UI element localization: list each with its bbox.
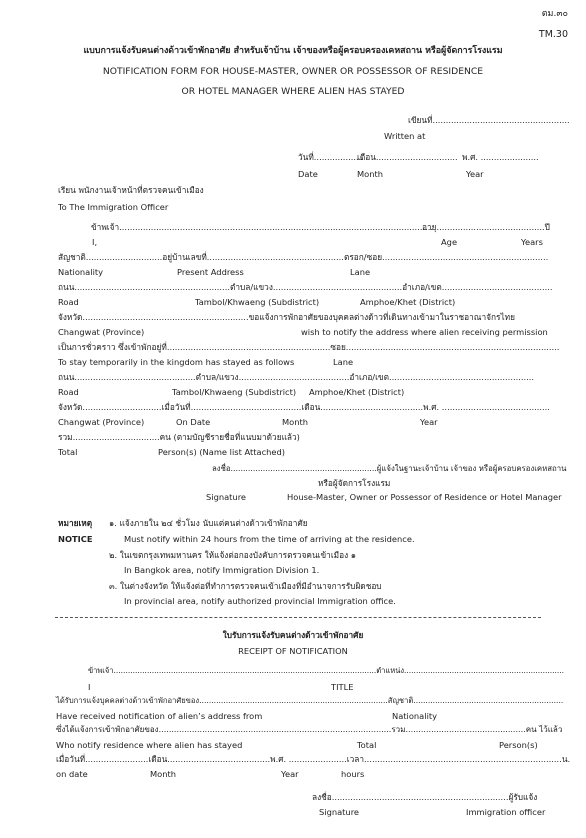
present-address-label: Present Address	[177, 267, 244, 277]
receipt-nationality-label: Nationality	[392, 711, 438, 721]
notice-item-2: In Bangkok area, notify Immigration Division 1.	[124, 565, 320, 575]
signature-role-thai: หรือผู้จัดการโรงแรม	[318, 478, 391, 488]
month-label: Month	[357, 169, 384, 179]
receipt-year-label: Year	[281, 769, 299, 779]
stay-road-subdistrict-district-fields[interactable]: ถนน..............................................ตำบล/แขวง..........................................อำเภอ/เขต.......................................................	[58, 372, 535, 382]
years-label: Years	[521, 237, 543, 247]
signature-field[interactable]: ลงชื่อ...........................................................ผู้แจ้งในฐานะเจ้าบ้าน เจ้าของ หรือผู้ครอบครองเคหสถาน	[212, 464, 567, 473]
notice-item-1: Must notify within 24 hours from the time of arriving at the residence.	[124, 534, 415, 544]
receipt-persons-label: Person(s)	[499, 740, 538, 750]
name-field[interactable]: ข้าพเจ้า.......................................................................................................................	[91, 222, 433, 232]
nationality-label: Nationality	[58, 267, 104, 277]
on-date-label: On Date	[176, 417, 211, 427]
stay-year-label: Year	[420, 417, 438, 427]
receipt-residence-total-field[interactable]: ซึ่งได้แจ้งการเข้าพักอาศัยของ...........................................................................................รวม...............................................คน ไว้แล้ว	[56, 725, 563, 734]
receipt-title: RECEIPT OF NOTIFICATION	[238, 646, 348, 656]
age-field[interactable]: อายุ.........................................ปี	[422, 222, 550, 232]
date-year-field[interactable]: พ.ศ. ......................	[462, 152, 539, 162]
receipt-date-time-field[interactable]: เมื่อวันที่........................เดือน.......................................พ.ศ. ......................เวลา...........................................................................น.	[56, 754, 571, 764]
notify-statement: wish to notify the address where alien receiving permission	[301, 327, 548, 337]
receipt-signature-label: Signature	[319, 807, 360, 817]
stay-district-label: Amphoe/Khet (District)	[309, 387, 405, 397]
stay-temporarily-label: To stay temporarily in the kingdom has stayed as follows	[58, 357, 295, 367]
year-label: Year	[466, 169, 484, 179]
written-at-field[interactable]: เขียนที่....................................................	[408, 115, 570, 125]
stay-lane-label: Lane	[333, 357, 354, 367]
cut-line-divider	[55, 617, 541, 618]
notice-label: NOTICE	[58, 534, 93, 544]
notice-item-3: In provincial area, notify authorized provincial Immigration office.	[124, 596, 396, 606]
title-english-line-2: OR HOTEL MANAGER WHERE ALIEN HAS STAYED	[181, 86, 405, 97]
stay-road-label: Road	[58, 387, 79, 397]
name-label: I,	[92, 237, 98, 247]
lane-label: Lane	[350, 267, 371, 277]
notice-label-thai: หมายเหตุ	[58, 518, 93, 528]
written-at-label: Written at	[384, 131, 426, 141]
title-english-line-1: NOTIFICATION FORM FOR HOUSE-MASTER, OWNER OR POSSESSOR OF RESIDENCE	[102, 66, 484, 77]
receipt-i-label: I	[88, 682, 91, 692]
form-code-thai: ตม.๓๐	[541, 9, 568, 19]
receipt-hours-label: hours	[341, 769, 365, 779]
receipt-who-notify-label: Who notify residence where alien has stayed	[56, 740, 243, 750]
addressee-thai: เรียน พนักงานเจ้าหน้าที่ตรวจคนเข้าเมือง	[58, 185, 204, 195]
receipt-officer-title-field[interactable]: ข้าพเจ้า..............................................................................................................ตำแหน่ง...................................................................	[88, 666, 565, 675]
stay-address-lane-field[interactable]: เป็นการชั่วคราว ซึ่งเข้าพักอยู่ที่..............................................................ซอย.................................................................................	[58, 342, 560, 352]
age-label: Age	[441, 237, 458, 247]
receipt-on-date-label: on date	[56, 769, 88, 779]
signature-label: Signature	[206, 492, 247, 502]
notice-item-3-thai: ๓. ในต่างจังหวัด ให้แจ้งต่อที่ทำการตรวจคนเข้าเมืองที่มีอำนาจการรับผิดชอบ	[109, 581, 382, 591]
receipt-title-thai: ใบรับการแจ้งรับคนต่างด้าวเข้าพักอาศัย	[222, 630, 364, 640]
district-label: Amphoe/Khet (District)	[360, 297, 456, 307]
province-label: Changwat (Province)	[58, 327, 145, 337]
date-month-field[interactable]: เดือน...............................	[357, 152, 458, 162]
signature-role-label: House-Master, Owner or Possessor of Residence or Hotel Manager	[287, 492, 562, 502]
stay-month-label: Month	[282, 417, 309, 427]
stay-subdistrict-label: Tambol/Khwaeng (Subdistrict)	[172, 387, 297, 397]
date-label: Date	[298, 169, 318, 179]
total-label: Total	[58, 447, 78, 457]
subdistrict-label: Tambol/Khwaeng (Subdistrict)	[195, 297, 320, 307]
notice-item-2-thai: ๒. ในเขตกรุงเทพมหานคร ให้แจ้งต่อกองบังคับการตรวจคนเข้าเมือง ๑	[109, 550, 357, 560]
date-day-field[interactable]: วันที่...................	[298, 152, 364, 162]
receipt-from-nationality-field[interactable]: ได้รับการแจ้งบุคคลต่างด้าวเข้าพักอาศัยของ..............................................................................สัญชาติ..............................................................	[56, 696, 564, 705]
persons-attached-label: Person(s) (Name list Attached)	[158, 447, 286, 457]
stay-province-label: Changwat (Province)	[58, 417, 145, 427]
total-persons-field[interactable]: รวม.................................คน (ตามบัญชีรายชื่อที่แนบมาด้วยแล้ว)	[58, 432, 300, 442]
nationality-address-lane-fields[interactable]: สัญชาติ.............................อยู่บ้านเลขที่....................................................ตรอก/ซอย...............................................................	[58, 252, 549, 262]
stay-province-date-fields[interactable]: จังหวัด..............................เมื่อวันที่..........................................เดือน.......................................พ.ศ. .........................................	[58, 402, 550, 412]
addressee-english: To The Immigration Officer	[58, 202, 169, 212]
title-thai: แบบการแจ้งรับคนต่างด้าวเข้าพักอาศัย สำหรับเจ้าบ้าน เจ้าของหรือผู้ครอบครองเคหสถาน หรือผู้จัดการโรงแรม	[83, 46, 503, 56]
receipt-signature-field[interactable]: ลงชื่อ...................................................................ผู้รับแจ้ง	[312, 792, 538, 802]
receipt-total-label: Total	[357, 740, 377, 750]
notice-item-1-thai: ๑. แจ้งภายใน ๒๔ ชั่วโมง นับแต่คนต่างด้าวเข้าพักอาศัย	[109, 518, 308, 528]
receipt-month-label: Month	[150, 769, 177, 779]
receipt-title-label: TITLE	[331, 682, 354, 692]
form-code: TM.30	[538, 29, 568, 40]
province-field[interactable]: จังหวัด...............................................................ขอแจ้งการพักอาศัยของบุคคลต่างด้าวที่เดินทางเข้ามาในราชอาณาจักรไทย	[58, 312, 516, 322]
road-subdistrict-district-fields[interactable]: ถนน...........................................................ตำบล/แขวง.................................................อำเภอ/เขต..........................................	[58, 282, 553, 292]
receipt-received-label: Have received notification of alien’s address from	[56, 711, 263, 721]
receipt-immigration-officer-label: Immigration officer	[466, 807, 546, 817]
road-label: Road	[58, 297, 79, 307]
